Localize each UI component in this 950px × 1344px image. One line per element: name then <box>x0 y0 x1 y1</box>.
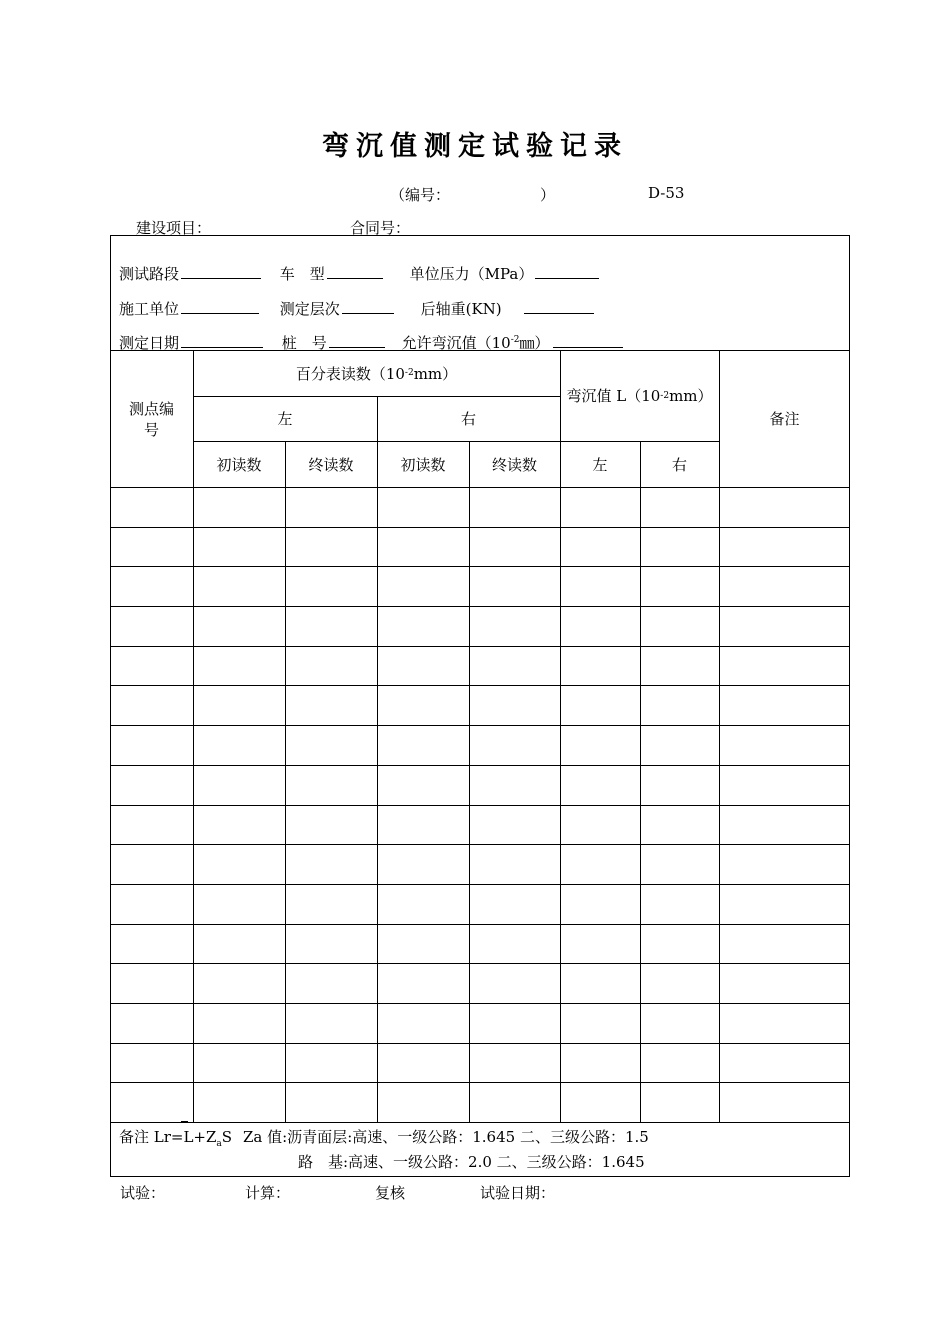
number-close: ） <box>540 186 556 204</box>
contract-label: 合同号： <box>350 219 411 237</box>
dial-reading-header: 百分表读数（10 -2 mm） <box>295 364 458 383</box>
deflection-header: 弯沉值 L（10 -2 mm） <box>566 387 713 405</box>
table-row-line <box>110 805 850 806</box>
dial-left-header: 左 <box>277 410 293 428</box>
point-no-header: 测点编号 <box>128 399 174 439</box>
info-row-1 <box>119 262 599 284</box>
number-label: （编号： <box>390 186 451 204</box>
table-row-line <box>110 884 850 885</box>
date-field[interactable] <box>181 331 263 348</box>
formula-note: 备注 $Lr=L+Z_aS$ <box>119 1128 233 1149</box>
table-row-line <box>110 725 850 726</box>
table-row-line <box>110 1043 850 1044</box>
form-code: D-53 <box>648 184 685 202</box>
rear-axle-label: 后轴重(KN) <box>420 300 502 318</box>
table-row-line <box>110 527 850 528</box>
za-line-1: Za 值:沥青面层:高速、一级公路：1.645 二、三级公路：1.5 <box>243 1128 649 1146</box>
table-row-line <box>110 844 850 845</box>
table-row-line <box>110 685 850 686</box>
table-row-line <box>110 924 850 925</box>
formula-bar-mark <box>181 1121 188 1123</box>
vehicle-type-field[interactable] <box>327 262 383 279</box>
table-row-line <box>110 1082 850 1083</box>
unit-pressure-field[interactable] <box>535 262 599 279</box>
table-row-line <box>110 963 850 964</box>
info-row-2 <box>119 297 594 319</box>
rear-axle-field[interactable] <box>524 297 594 314</box>
remarks-header: 备注 <box>769 410 800 428</box>
right-final-header: 终读数 <box>491 455 537 474</box>
unit-pressure-label: 单位压力（MPa） <box>409 265 534 283</box>
deflection-right-header: 右 <box>671 455 687 474</box>
project-label: 建设项目： <box>136 219 212 237</box>
table-row-line <box>110 1003 850 1004</box>
left-final-header: 终读数 <box>308 455 354 474</box>
test-date-label: 试验日期： <box>480 1184 556 1202</box>
vehicle-type-label: 车 型 <box>279 265 325 283</box>
table-row-line <box>110 566 850 567</box>
dial-right-header: 右 <box>460 410 476 428</box>
construction-unit-field[interactable] <box>181 297 259 314</box>
construction-unit-label: 施工单位 <box>119 300 180 318</box>
road-section-label: 测试路段 <box>119 265 180 283</box>
layer-field[interactable] <box>342 297 394 314</box>
test-label: 试验： <box>120 1184 166 1202</box>
right-initial-header: 初读数 <box>400 455 446 474</box>
review-label: 复核 <box>375 1184 406 1202</box>
left-initial-header: 初读数 <box>216 455 262 474</box>
layer-label: 测定层次 <box>279 300 340 318</box>
station-label: 桩 号 <box>281 334 327 352</box>
road-section-field[interactable] <box>181 262 261 279</box>
station-field[interactable] <box>329 331 385 348</box>
table-row-line <box>110 646 850 647</box>
calc-label: 计算： <box>245 1184 291 1202</box>
za-line-2: 路 基:高速、一级公路：2.0 二、三级公路：1.645 <box>298 1153 645 1171</box>
deflection-left-header: 左 <box>592 455 608 474</box>
page-title: 弯沉值测定试验记录 <box>322 131 628 162</box>
table-row-line <box>110 606 850 607</box>
table-row-line <box>110 765 850 766</box>
allowable-field[interactable] <box>553 331 623 348</box>
date-label: 测定日期 <box>119 334 180 352</box>
allowable-label: 允许弯沉值$(10^{-2}㎜)$ <box>401 334 550 352</box>
